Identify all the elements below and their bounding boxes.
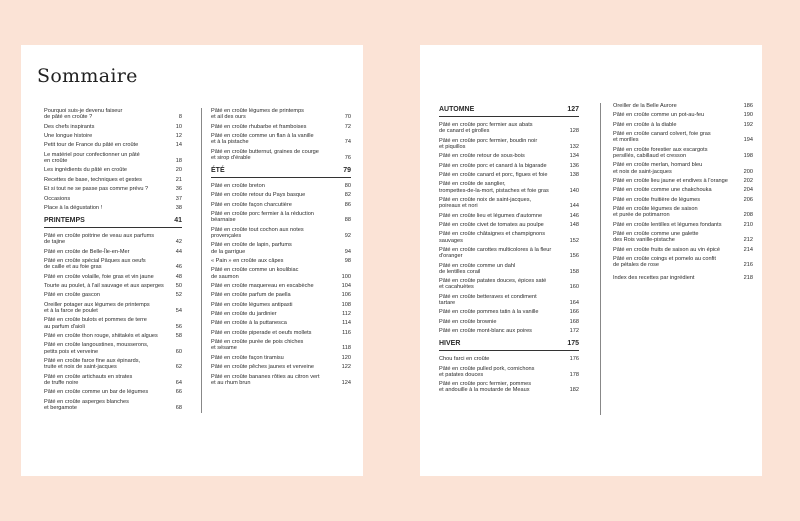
section-header-automne[interactable] xyxy=(439,106,579,117)
toc-entry[interactable] xyxy=(44,292,182,298)
toc-entry[interactable] xyxy=(439,328,579,334)
entry-page: 104 xyxy=(341,282,351,289)
toc-entry[interactable] xyxy=(211,258,351,264)
entry-title: Pâté en croûte volaille, foie gras et vin jaune xyxy=(44,273,154,280)
toc-entry[interactable] xyxy=(439,231,579,243)
toc-entry[interactable] xyxy=(211,374,351,386)
toc-entry[interactable] xyxy=(439,181,579,193)
toc-entry[interactable] xyxy=(211,124,351,130)
toc-entry[interactable] xyxy=(439,197,579,209)
entry-page: 8 xyxy=(178,114,182,121)
page-title: Sommaire xyxy=(37,65,138,87)
entry-page: 52 xyxy=(175,292,182,299)
entry-page: 212 xyxy=(743,237,753,244)
entry-title: Pâté en croûte artichauts en strates de truffe noire xyxy=(44,373,133,386)
entry-title: Pâté en croûte brownie xyxy=(439,318,497,325)
hiver-list xyxy=(439,356,579,393)
entry-page: 38 xyxy=(175,204,182,211)
toc-column-1 xyxy=(44,108,182,414)
entry-title: Pâté en croûte châtaignes et champignons sauvages xyxy=(439,231,546,244)
entry-title: Pâté en croûte purée de pois chiches et sésame xyxy=(211,339,304,352)
entry-title: Pâté en croûte gascon xyxy=(44,292,100,299)
entry-title: Pâté en croûte retour de sous-bois xyxy=(439,153,525,160)
entry-page: 132 xyxy=(569,143,579,150)
entry-page: 136 xyxy=(569,162,579,169)
toc-entry[interactable] xyxy=(44,133,182,139)
entry-title: Pâté en croûte à la diable xyxy=(613,121,677,128)
section-page: 79 xyxy=(343,166,351,174)
toc-entry[interactable] xyxy=(44,205,182,211)
entry-page: 206 xyxy=(743,196,753,203)
toc-column-4 xyxy=(613,103,753,284)
entry-page: 112 xyxy=(342,311,351,318)
entry-title: Pâté en croûte civet de tomates au poulpe xyxy=(439,221,544,228)
entry-title: Pâté en croûte porc et canard à la bigarade xyxy=(439,162,547,169)
entry-page: 94 xyxy=(344,248,351,255)
entry-page: 122 xyxy=(341,364,351,371)
entry-page: 88 xyxy=(344,217,351,224)
entry-title: Pâté en croûte du jardinier xyxy=(211,311,277,318)
entry-page: 190 xyxy=(743,112,753,119)
toc-entry[interactable] xyxy=(211,267,351,279)
toc-entry[interactable] xyxy=(44,108,182,120)
toc-entry[interactable] xyxy=(439,163,579,169)
entry-title: Pâté en croûte rhubarbe et framboises xyxy=(211,123,307,130)
section-label: AUTOMNE xyxy=(439,106,475,113)
entry-title: Pâté en croûte porc fermier à la réduction béarnaise xyxy=(211,211,314,224)
entry-page: 152 xyxy=(569,237,579,244)
entry-title: Pâté en croûte breton xyxy=(211,182,265,189)
entry-page: 208 xyxy=(743,212,753,219)
toc-entry[interactable] xyxy=(439,356,579,362)
entry-page: 120 xyxy=(341,354,351,361)
entry-page: 60 xyxy=(175,348,182,355)
toc-entry[interactable] xyxy=(211,355,351,361)
entry-page: 164 xyxy=(569,299,579,306)
toc-entry[interactable] xyxy=(613,222,753,228)
right-page xyxy=(420,45,762,476)
entry-page: 76 xyxy=(344,154,351,161)
toc-entry[interactable] xyxy=(439,247,579,259)
toc-entry[interactable] xyxy=(44,124,182,130)
entry-page: 200 xyxy=(743,168,753,175)
entry-page: 37 xyxy=(175,195,182,202)
section-header-hiver[interactable] xyxy=(439,340,579,351)
entry-page: 138 xyxy=(569,171,579,178)
toc-entry[interactable] xyxy=(439,138,579,150)
entry-page: 116 xyxy=(342,329,351,336)
entry-page: 44 xyxy=(175,248,182,255)
toc-entry[interactable] xyxy=(613,178,753,184)
toc-entry[interactable] xyxy=(613,162,753,174)
entry-title: Pourquoi suis-je devenu faiseur de pâté en croûte ? xyxy=(44,108,123,121)
toc-entry[interactable] xyxy=(44,177,182,183)
toc-entry[interactable] xyxy=(439,122,579,134)
entry-page: 160 xyxy=(569,284,579,291)
entry-title: Pâté en croûte légumes antipasti xyxy=(211,301,293,308)
entry-title: Pâté en croûte carottes multicolores à la fleur d'oranger xyxy=(439,246,552,260)
column-divider xyxy=(201,108,202,413)
entry-page: 92 xyxy=(344,232,351,239)
toc-entry[interactable] xyxy=(613,103,753,109)
section-label: HIVER xyxy=(439,340,461,348)
entry-page: 194 xyxy=(743,137,753,144)
entry-page: 21 xyxy=(175,176,182,183)
toc-entry[interactable] xyxy=(211,149,351,161)
entry-title: Pâté en croûte porc fermier, boudin noir et piquillos xyxy=(439,137,538,150)
entry-page: 186 xyxy=(743,103,753,109)
entry-page: 18 xyxy=(175,157,182,164)
printemps-list xyxy=(44,233,182,411)
entry-title: Pâté en croûte pêches jaunes et verveine xyxy=(211,364,314,371)
entry-title: Pâté en croûte fruitière de légumes xyxy=(613,196,701,203)
entry-page: 158 xyxy=(569,268,579,275)
entry-page: 204 xyxy=(743,187,753,194)
section-page: 127 xyxy=(567,106,579,113)
toc-entry[interactable] xyxy=(44,358,182,370)
toc-entry[interactable] xyxy=(211,202,351,208)
entry-title: Pâté en croûte pommes tatin à la vanille xyxy=(439,309,539,316)
entry-page: 72 xyxy=(344,123,351,130)
entry-page: 140 xyxy=(569,187,579,194)
toc-entry[interactable] xyxy=(439,213,579,219)
entry-title: Pâté en croûte comme un bar de légumes xyxy=(44,389,149,396)
entry-title: Pâté en croûte de lapin, parfums de la garrigue xyxy=(211,242,292,255)
entry-page: 144 xyxy=(569,203,579,210)
left-page xyxy=(21,45,363,476)
entry-title: Pâté en croûte butternut, graines de courge et sirop d'érable xyxy=(211,148,319,161)
section-header-printemps[interactable] xyxy=(44,217,182,228)
column-divider xyxy=(600,103,601,415)
entry-title: Pâté en croûte bulots et pommes de terre au parfum d'aioli xyxy=(44,317,147,330)
entry-title: Pâté en croûte lentilles et légumes fondants xyxy=(613,221,722,228)
toc-entry[interactable] xyxy=(44,196,182,202)
automne-list xyxy=(439,122,579,334)
section-label: ÉTÉ xyxy=(211,166,225,174)
entry-page: 50 xyxy=(175,283,182,290)
toc-entry[interactable] xyxy=(44,258,182,270)
entry-title: Occasions xyxy=(44,195,71,202)
toc-entry[interactable] xyxy=(613,197,753,203)
toc-entry[interactable] xyxy=(211,311,351,317)
entry-page: 82 xyxy=(344,192,351,199)
entry-page: 46 xyxy=(175,264,182,271)
entry-title: Une longue histoire xyxy=(44,132,93,139)
toc-entry[interactable] xyxy=(439,222,579,228)
entry-page: 114 xyxy=(342,320,351,327)
entry-page: 124 xyxy=(341,379,351,386)
ete-list xyxy=(211,183,351,386)
entry-title: Tourte au poulet, à l'ail sauvage et aux asperges xyxy=(44,283,164,290)
toc-entry[interactable] xyxy=(211,133,351,145)
toc-entry[interactable] xyxy=(211,227,351,239)
entry-title: Pâté en croûte porc fermier aux abats de canard et girolles xyxy=(439,122,533,135)
entry-page: 172 xyxy=(569,328,579,335)
entry-title: Les ingrédients du pâté en croûte xyxy=(44,167,128,174)
hiver-list-continued xyxy=(613,103,753,269)
entry-title: Pâté en croûte parfum de paella xyxy=(211,292,291,299)
entry-title: Pâté en croûte comme un koulibiac de saumon xyxy=(211,267,299,280)
toc-entry[interactable] xyxy=(44,167,182,173)
entry-title: Pâté en croûte bananes rôties au citron vert et au rhum brun xyxy=(211,373,320,386)
toc-entry[interactable] xyxy=(44,374,182,386)
toc-entry[interactable] xyxy=(439,309,579,315)
entry-title: Pâté en croûte légumes de printemps et ail des ours xyxy=(211,108,304,121)
entry-page: 182 xyxy=(569,387,579,394)
section-label: PRINTEMPS xyxy=(44,217,85,225)
entry-page: 62 xyxy=(175,364,182,371)
toc-entry[interactable] xyxy=(211,292,351,298)
entry-title: Pâté en croûte asperges blanches et bergamote xyxy=(44,398,129,411)
entry-title: Place à la dégustation ! xyxy=(44,204,103,211)
entry-title: Pâté en croûte légumes de saison et purée de potimarron xyxy=(613,206,698,219)
entry-title: Pâté en croûte pulled pork, cornichons et patates douces xyxy=(439,365,535,378)
toc-entry[interactable] xyxy=(613,147,753,159)
entry-page: 176 xyxy=(569,356,579,363)
entry-title: Pâté en croûte canard et porc, figues et foie xyxy=(439,171,548,178)
entry-page: 36 xyxy=(175,186,182,193)
entry-page: 48 xyxy=(175,273,182,280)
entry-title: Petit tour de France du pâté en croûte xyxy=(44,142,139,149)
toc-entry[interactable] xyxy=(44,399,182,411)
entry-page: 42 xyxy=(175,239,182,246)
toc-entry[interactable] xyxy=(439,172,579,178)
toc-entry[interactable] xyxy=(439,381,579,393)
entry-page: 128 xyxy=(569,128,579,135)
entry-page: 134 xyxy=(569,153,579,160)
toc-entry[interactable] xyxy=(211,320,351,326)
entry-title: Pâté en croûte lieu jaune et endives à l'orange xyxy=(613,177,728,184)
toc-entry[interactable] xyxy=(211,242,351,254)
entry-page: 14 xyxy=(175,142,182,149)
toc-entry[interactable] xyxy=(44,233,182,245)
entry-page: 146 xyxy=(569,212,579,219)
toc-entry[interactable] xyxy=(44,152,182,164)
entry-title: Index des recettes par ingrédient xyxy=(613,274,695,281)
toc-entry[interactable] xyxy=(211,283,351,289)
entry-page: 66 xyxy=(175,389,182,396)
entry-page: 58 xyxy=(175,333,182,340)
toc-entry-index[interactable] xyxy=(613,275,753,281)
toc-entry[interactable] xyxy=(44,274,182,280)
entry-title: Pâté en croûte merlan, homard bleu et noix de saint-jacques xyxy=(613,162,703,175)
toc-entry[interactable] xyxy=(211,339,351,351)
toc-entry[interactable] xyxy=(439,294,579,306)
toc-entry[interactable] xyxy=(439,153,579,159)
toc-entry[interactable] xyxy=(44,333,182,339)
entry-page: 68 xyxy=(175,404,182,411)
entry-page: 168 xyxy=(569,318,579,325)
entry-page: 10 xyxy=(175,123,182,130)
entry-title: Pâté en croûte maquereau en escabèche xyxy=(211,282,314,289)
entry-page: 156 xyxy=(569,253,579,260)
section-page: 175 xyxy=(567,340,579,348)
toc-entry[interactable] xyxy=(44,142,182,148)
entry-title: Pâté en croûte poitrine de veau aux parfums de tajine xyxy=(44,233,155,246)
entry-title: Pâté en croûte forestier aux escargots persillés, cabillaud et cresson xyxy=(613,146,708,159)
entry-page: 80 xyxy=(344,182,351,189)
entry-page: 216 xyxy=(743,262,753,269)
section-header-ete[interactable] xyxy=(211,167,351,178)
toc-entry[interactable] xyxy=(44,186,182,192)
toc-entry[interactable] xyxy=(211,192,351,198)
entry-title: Pâté en croûte comme un dahl de lentilles corail xyxy=(439,262,516,275)
entry-title: Pâté en croûte comme un pot-au-feu xyxy=(613,112,705,119)
toc-entry[interactable] xyxy=(44,342,182,354)
entry-page: 64 xyxy=(175,379,182,386)
entry-title: Pâté en croûte thon rouge, shiitakés et algues xyxy=(44,333,158,340)
entry-title: Le matériel pour confectionner un pâté en croûte xyxy=(44,151,140,164)
toc-entry[interactable] xyxy=(613,231,753,243)
entry-title: Pâté en croûte langoustines, mousserons, petits pois et verveine xyxy=(44,342,149,355)
entry-page: 210 xyxy=(743,221,753,228)
entry-title: Pâté en croûte mont-blanc aux poires xyxy=(439,328,532,335)
toc-entry[interactable] xyxy=(613,131,753,143)
entry-title: Pâté en croûte de Belle-Île-en-Mer xyxy=(44,248,130,255)
section-page: 41 xyxy=(174,217,182,225)
toc-entry[interactable] xyxy=(44,317,182,329)
toc-entry[interactable] xyxy=(613,112,753,118)
entry-title: Chou farci en croûte xyxy=(439,356,490,363)
entry-title: Pâté en croûte porc fermier, pommes et andouille à la moutarde de Meaux xyxy=(439,381,532,394)
toc-entry[interactable] xyxy=(439,366,579,378)
entry-title: Recettes de base, techniques et gestes xyxy=(44,176,142,183)
toc-entry[interactable] xyxy=(439,278,579,290)
entry-page: 108 xyxy=(341,301,351,308)
entry-page: 166 xyxy=(569,309,579,316)
entry-page: 98 xyxy=(344,257,351,264)
toc-column-3 xyxy=(439,103,579,397)
entry-title: Pâté en croûte coings et pomelo au confit de pétales de rose xyxy=(613,256,716,269)
toc-entry[interactable] xyxy=(44,302,182,314)
toc-entry[interactable] xyxy=(44,283,182,289)
entry-title: Pâté en croûte betteraves et condiment tartare xyxy=(439,293,537,306)
entry-title: Oreiller de la Belle Aurore xyxy=(613,103,677,109)
entry-title: Des chefs inspirants xyxy=(44,123,95,130)
entry-page: 54 xyxy=(175,308,182,315)
entry-page: 192 xyxy=(743,121,753,128)
entry-page: 218 xyxy=(743,274,753,281)
entry-title: Pâté en croûte comme un flan à la vanille et à la pistache xyxy=(211,132,314,146)
entry-page: 56 xyxy=(175,323,182,330)
entry-title: Pâté en croûte patates douces, épices saté et cacahuètes xyxy=(439,278,547,291)
entry-page: 86 xyxy=(344,201,351,208)
toc-column-2 xyxy=(211,108,351,389)
entry-page: 74 xyxy=(344,139,351,146)
entry-page: 70 xyxy=(344,114,351,121)
entry-page: 178 xyxy=(569,371,579,378)
toc-entry[interactable] xyxy=(211,108,351,120)
toc-entry[interactable] xyxy=(613,247,753,253)
toc-entry[interactable] xyxy=(439,263,579,275)
entry-title: Pâté en croûte comme une chakchouka xyxy=(613,187,712,194)
entry-title: Pâté en croûte de sanglier, trompettes-de-la-mort, pistaches et foie gras xyxy=(439,181,549,194)
entry-title: Pâté en croûte à la puttanesca xyxy=(211,320,287,327)
toc-entry[interactable] xyxy=(613,187,753,193)
entry-title: Et si tout ne se passe pas comme prévu ? xyxy=(44,186,149,193)
entry-page: 20 xyxy=(175,167,182,174)
toc-entry[interactable] xyxy=(613,206,753,218)
entry-title: Pâté en croûte piperade et oeufs mollets xyxy=(211,329,312,336)
toc-entry[interactable] xyxy=(211,330,351,336)
toc-entry[interactable] xyxy=(211,364,351,370)
printemps-list-continued xyxy=(211,108,351,161)
intro-list xyxy=(44,108,182,211)
entry-title: Pâté en croûte retour du Pays basque xyxy=(211,192,306,199)
entry-page: 148 xyxy=(569,221,579,228)
entry-title: Pâté en croûte farce fine aux épinards, truite et noix de saint-jacques xyxy=(44,358,141,371)
entry-title: Pâté en croûte canard colvert, foie gras et morilles xyxy=(613,131,711,144)
toc-entry[interactable] xyxy=(613,256,753,268)
entry-page: 100 xyxy=(341,273,351,280)
entry-title: « Pain » en croûte aux câpes xyxy=(211,257,284,264)
entry-page: 198 xyxy=(743,152,753,159)
entry-title: Oreiller potager aux légumes de printemps et à la farce de poulet xyxy=(44,301,150,315)
toc-entry[interactable] xyxy=(613,122,753,128)
entry-title: Pâté en croûte façon charcutière xyxy=(211,201,292,208)
toc-entry[interactable] xyxy=(439,319,579,325)
entry-page: 106 xyxy=(341,292,351,299)
entry-title: Pâté en croûte tout cochon aux notes provençales xyxy=(211,226,304,239)
entry-title: Pâté en croûte spécial Pâques aux oeufs de caille et au foie gras xyxy=(44,258,146,271)
entry-title: Pâté en croûte fruits de saison au vin épicé xyxy=(613,246,720,253)
entry-page: 214 xyxy=(743,246,753,253)
entry-page: 12 xyxy=(175,132,182,139)
toc-entry[interactable] xyxy=(211,302,351,308)
entry-page: 202 xyxy=(743,177,753,184)
toc-entry[interactable] xyxy=(211,211,351,223)
toc-entry[interactable] xyxy=(44,389,182,395)
entry-title: Pâté en croûte lieu et légumes d'automne xyxy=(439,212,543,219)
entry-title: Pâté en croûte comme une galette des Rois vanille-pistache xyxy=(613,231,699,244)
entry-title: Pâté en croûte façon tiramisu xyxy=(211,354,284,361)
toc-entry[interactable] xyxy=(44,249,182,255)
entry-page: 118 xyxy=(342,345,351,352)
toc-entry[interactable] xyxy=(211,183,351,189)
entry-title: Pâté en croûte noix de saint-jacques, poireaux et nori xyxy=(439,196,532,210)
